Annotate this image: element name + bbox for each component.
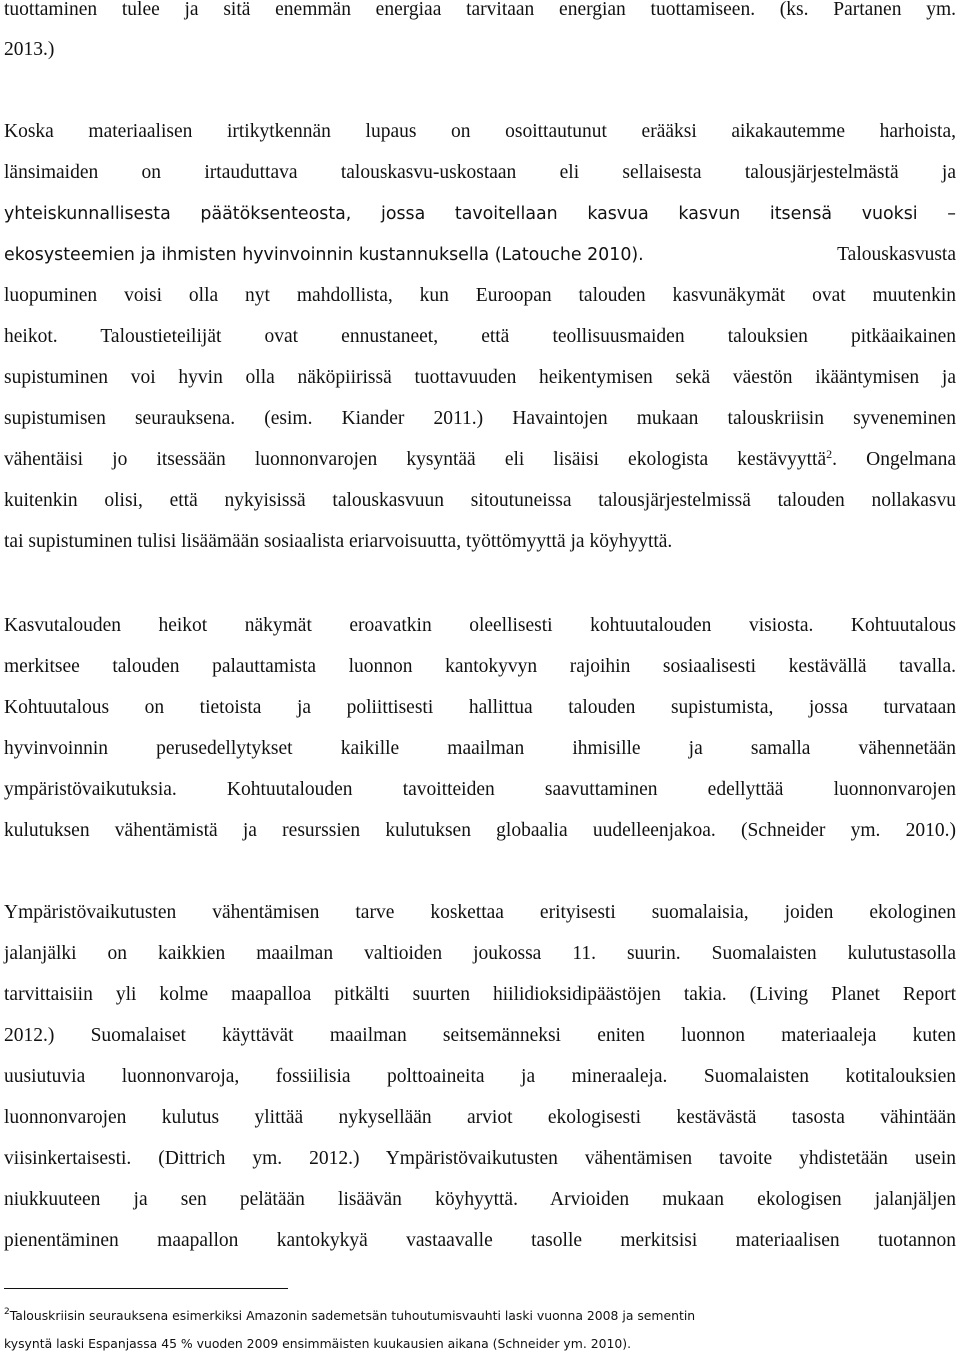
text-line xyxy=(4,440,956,480)
footnote-marker: 2 xyxy=(4,1307,10,1317)
text-line: hyvinvoinnin perusedellytykset kaikille maailman ihmisille ja samalla vähennetään xyxy=(4,738,956,759)
text-line: merkitsee talouden palauttamista luonnon kantokyvyn rajoihin sosiaalisesti kestävällä tavalla. xyxy=(4,656,956,677)
text-line: viisinkertaisesti. (Dittrich ym. 2012.) Ympäristövaikutusten vähentämisen tavoite yhdistetään usein xyxy=(4,1148,956,1169)
text-line: 2012.) Suomalaiset käyttävät maailman seitsemänneksi eniten luonnon materiaaleja kuten xyxy=(4,1025,956,1046)
text-line: heikot. Taloustieteilijät ovat ennustaneet, että teollisuusmaiden talouksien pitkäaikainen xyxy=(4,326,956,347)
footnote-line xyxy=(4,1302,956,1330)
document-page xyxy=(4,0,956,1360)
text-line: ympäristövaikutuksia. Kohtuutalouden tavoitteiden saavuttaminen edellyttää luonnonvarojen xyxy=(4,779,956,800)
text-line: pienentäminen maapallon kantokykyä vastaavalle tasolle merkitsisi materiaalisen tuotannon xyxy=(4,1230,956,1251)
text-line: Kasvutalouden heikot näkymät eroavatkin oleellisesti kohtuutalouden visiosta. Kohtuutalous xyxy=(4,615,956,636)
text-run: . Ongelmana xyxy=(832,449,956,470)
text-run: ekosysteemien ja ihmisten hyvinvoinnin kustannuksella (Latouche 2010). xyxy=(4,245,644,265)
text-run: Talouskasvusta xyxy=(837,244,956,265)
text-line: luonnonvarojen kulutus ylittää nykysellään arviot ekologisesti kestävästä tasosta vähintään xyxy=(4,1107,956,1128)
text-line: luopuminen voisi olla nyt mahdollista, kun Euroopan talouden kasvunäkymät ovat muutenkin xyxy=(4,285,956,306)
text-line: supistuminen voi hyvin olla näköpiirissä tuottavuuden heikentymisen sekä väestön ikääntymisen ja xyxy=(4,367,956,388)
footnote-divider xyxy=(4,1288,288,1289)
text-run: vähentäisi jo itsessään luonnonvarojen kysyntää eli lisäisi ekologista kestävyyttä xyxy=(4,449,827,470)
text-line: Ympäristövaikutusten vähentämisen tarve koskettaa erityisesti suomalaisia, joiden ekologinen xyxy=(4,902,956,923)
text-line: kulutuksen vähentämistä ja resurssien kulutuksen globaalia uudelleenjakoa. (Schneider ym. 2010.) xyxy=(4,820,956,841)
text-line: 2013.) xyxy=(4,39,55,60)
text-line: tai supistuminen tulisi lisäämään sosiaalista eriarvoisuutta, työttömyyttä ja köyhyyttä. xyxy=(4,531,673,552)
footnote-text: Talouskriisin seurauksena esimerkiksi Amazonin sademetsän tuhoutumisvauhti laski vuonna 2008 ja sementin xyxy=(9,1308,696,1323)
text-line: uusiutuvia luonnonvaroja, fossiilisia polttoaineita ja mineraaleja. Suomalaisten kotitalouksien xyxy=(4,1066,956,1087)
text-line xyxy=(4,235,956,275)
text-line: Kohtuutalous on tietoista ja poliittisesti hallittua talouden supistumista, jossa turvataan xyxy=(4,697,956,718)
footnote-line: kysyntä laski Espanjassa 45 % vuoden 2009 ensimmäisten kuukausien aikana (Schneider ym. 2010). xyxy=(4,1336,632,1351)
text-line: länsimaiden on irtauduttava talouskasvu-uskostaan eli sellaisesta talousjärjestelmästä ja xyxy=(4,162,956,183)
text-line: jalanjälki on kaikkien maailman valtioiden joukossa 11. suurin. Suomalaisten kulutustasolla xyxy=(4,943,956,964)
text-line: supistumisen seurauksena. (esim. Kiander 2011.) Havaintojen mukaan talouskriisin syveneminen xyxy=(4,408,956,429)
text-line: Koska materiaalisen irtikytkennän lupaus on osoittautunut erääksi aikakautemme harhoista, xyxy=(4,121,956,142)
text-line: yhteiskunnallisesta päätöksenteosta, jossa tavoitellaan kasvua kasvun itsensä vuoksi – xyxy=(4,204,956,224)
text-line: tuottaminen tulee ja sitä enemmän energiaa tarvitaan energian tuottamiseen. (ks. Partanen ym. xyxy=(4,0,956,20)
text-line: kuitenkin olisi, että nykyisissä talouskasvuun sitoutuneissa talousjärjestelmissä talouden nollakasvu xyxy=(4,490,956,511)
text-line: tarvittaisiin yli kolme maapalloa pitkälti suurten hiilidioksidipäästöjen takia. (Living Planet Report xyxy=(4,984,956,1005)
text-line: niukkuuteen ja sen pelätään lisäävän köyhyyttä. Arvioiden mukaan ekologisen jalanjäljen xyxy=(4,1189,956,1210)
footnote-reference: 2 xyxy=(826,447,833,461)
